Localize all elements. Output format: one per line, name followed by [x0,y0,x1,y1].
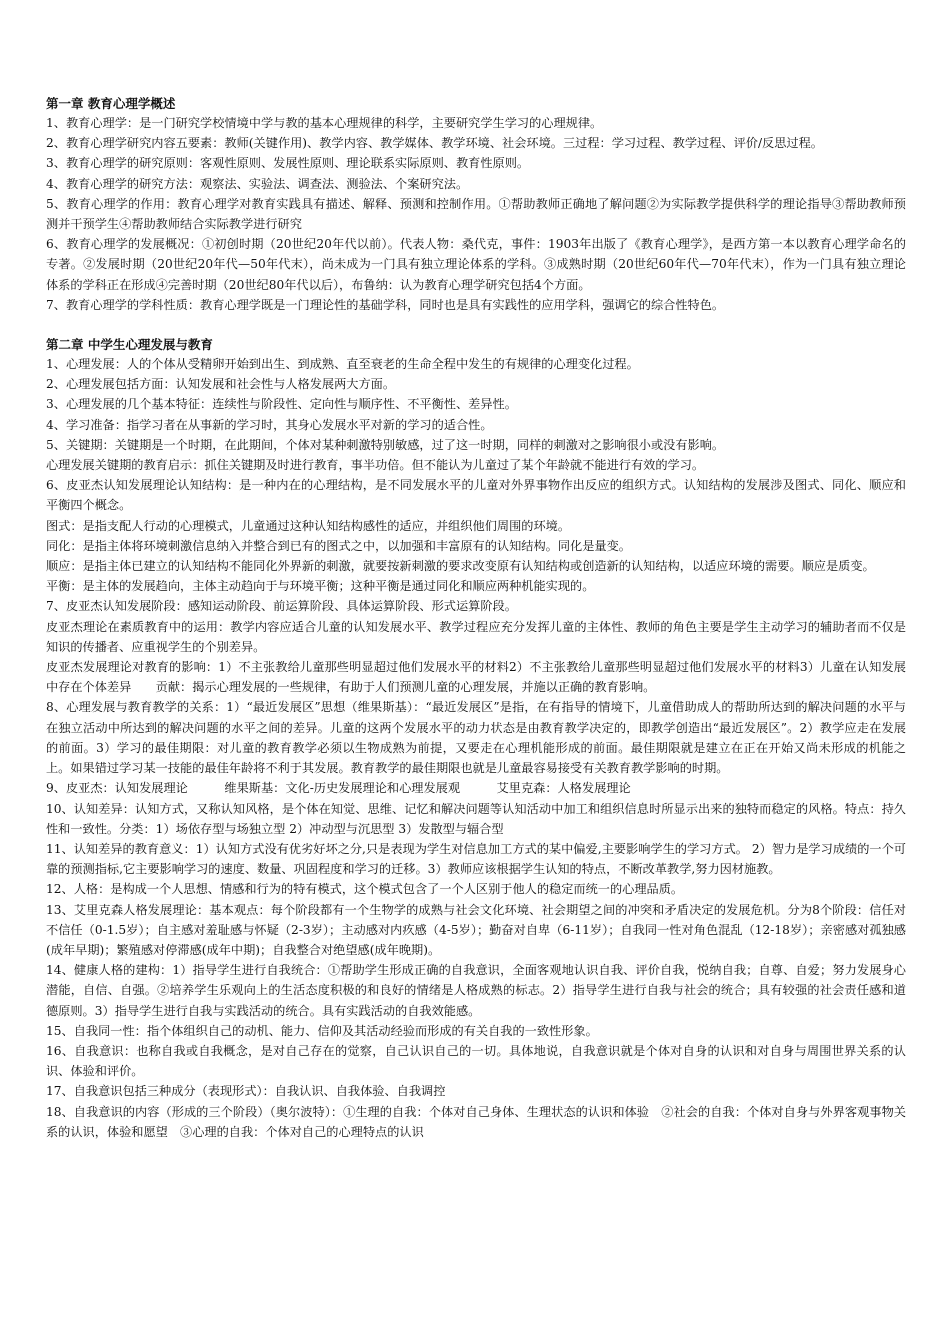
paragraph: 8、心理发展与教育教学的关系：1）“最近发展区”思想（维果斯基）：“最近发展区”是指，在有指导的情境下，儿童借助成人的帮助所达到的解决问题的水平与在独立活动中所达到的解决问题的水平之间的差异。儿童的这两个发展水平的动力状态是由教育教学决定的，即教学创造出“最近发展区”。2）教学应走在发展的前面。3）学习的最佳期限：对儿童的教育教学必须以生物成熟为前提，又要走在心理机能形成的前面。最佳期限就是建立在正在开始又尚未形成的机能之上。如果错过学习某一技能的最佳年龄将不利于其发展。教育教学的最佳期限也就是儿童最容易接受有关教育教学影响的时期。 [46,700,906,776]
paragraph: 16、自我意识：也称自我或自我概念，是对自己存在的觉察，自己认识自己的一切。具体地说，自我意识就是个体对自身的认识和对自身与周围世界关系的认识、体验和评价。 [46,1043,906,1079]
paragraph: 12、人格：是构成一个人思想、情感和行为的特有模式，这个模式包含了一个人区别于他人的稳定而统一的心理品质。 [46,882,684,897]
paragraph: 平衡：是主体的发展趋向，主体主动趋向于与环境平衡；这种平衡是通过同化和顺应两种机能实现的。 [46,579,595,594]
paragraph: 2、教育心理学研究内容五要素：教师(关键作用)、教学内容、教学媒体、教学环境、社会环境。三过程：学习过程、教学过程、评价/反思过程。 [46,136,823,151]
paragraph: 11、认知差异的教育意义：1）认知方式没有优劣好坏之分,只是表现为学生对信息加工方式的某中偏爱,主要影响学生的学习方式。 2）智力是学习成绩的一个可靠的预测指标,它主要影响学习的速度、数量、巩固程度和学习的迁移。3）教师应该根据学生认知的特点，不断改革教学,努力因材施教。 [46,841,906,877]
paragraph: 同化：是指主体将环境刺激信息纳入并整合到已有的图式之中，以加强和丰富原有的认知结构。同化是量变。 [46,538,631,553]
paragraph: 3、教育心理学的研究原则：客观性原则、发展性原则、理论联系实际原则、教育性原则。 [46,156,530,171]
paragraph: 17、自我意识包括三种成分（表现形式）：自我认识、自我体验、自我调控 [46,1084,446,1099]
paragraph: 心理发展关键期的教育启示：抓住关键期及时进行教育，事半功倍。但不能认为儿童过了某个年龄就不能进行有效的学习。 [46,458,705,473]
paragraph: 13、艾里克森人格发展理论：基本观点：每个阶段都有一个生物学的成熟与社会文化环境、社会期望之间的冲突和矛盾决定的发展危机。分为8个阶段：信任对不信任（0-1.5岁）；自主感对羞耻感与怀疑（2-3岁）；主动感对内疚感（4-5岁）；勤奋对自卑（6-11岁）；自我同一性对角色混乱（12-18岁）；亲密感对孤独感(成年早期)；繁殖感对停滞感(成年中期)；自我整合对绝望感(成年晚期)。 [46,902,906,957]
document-page [46,94,906,1162]
paragraph: 9、皮亚杰：认知发展理论 维果斯基：文化-历史发展理论和心理发展观 艾里克森：人格发展理论 [46,781,631,796]
paragraph: 7、教育心理学的学科性质：教育心理学既是一门理论性的基础学科，同时也是具有实践性的应用学科，强调它的综合性特色。 [46,297,725,312]
paragraph: 7、皮亚杰认知发展阶段：感知运动阶段、前运算阶段、具体运算阶段、形式运算阶段。 [46,599,517,614]
paragraph: 4、学习准备：指学习者在从事新的学习时，其身心发展水平对新的学习的适合性。 [46,417,493,432]
paragraph: 1、教育心理学：是一门研究学校情境中学与教的基本心理规律的科学，主要研究学生学习的心理规律。 [46,116,603,130]
paragraph: 2、心理发展包括方面：认知发展和社会性与人格发展两大方面。 [46,377,396,392]
paragraph: 6、皮亚杰认知发展理论认知结构：是一种内在的心理结构，是不同发展水平的儿童对外界事物作出反应的组织方式。认知结构的发展涉及图式、同化、顺应和平衡四个概念。 [46,478,906,513]
paragraph: 10、认知差异：认知方式，又称认知风格，是个体在知觉、思维、记忆和解决问题等认知活动中加工和组织信息时所显示出来的独特而稳定的风格。特点：持久性和一致性。分类：1）场依存型与场独立型 2）冲动型与沉思型 3）发散型与辐合型 [46,801,906,836]
paragraph: 15、自我同一性：指个体组织自己的动机、能力、信仰及其活动经验而形成的有关自我的一致性形象。 [46,1023,598,1038]
paragraph: 14、健康人格的建构：1）指导学生进行自我统合：①帮助学生形成正确的自我意识，全面客观地认识自我、评价自我，悦纳自我；自尊、自爱；努力发展身心潜能，自信、自强。②培养学生乐观向上的生活态度积极的和良好的情绪是人格成熟的标志。2）指导学生进行自我与社会的统合；具有较强的社会责任感和道德原则。3）指导学生进行自我与实践活动的统合。具有实践活动的自我效能感。 [46,963,906,1018]
paragraph: 18、自我意识的内容（形成的三个阶段）（奥尔波特）：①生理的自我：个体对自己身体、生理状态的认识和体验 ②社会的自我：个体对自身与外界客观事物关系的认识，体验和愿望 ③心理的自我：个体对自己的心理特点的认识 [46,1104,906,1139]
paragraph: 5、关键期：关键期是一个时期，在此期间，个体对某种刺激特别敏感，过了这一时期，同样的刺激对之影响很小或没有影响。 [46,437,725,452]
paragraph: 图式：是指支配人行动的心理模式，儿童通过这种认知结构感性的适应，并组织他们周围的环境。 [46,518,571,533]
paragraph: 皮亚杰理论在素质教育中的运用：教学内容应适合儿童的认知发展水平、教学过程应充分发挥儿童的主体性、教师的角色主要是学生主动学习的辅助者而不仅是知识的传播者、应重视学生的个别差异。 [46,619,906,654]
paragraph: 1、心理发展：人的个体从受精卵开始到出生、到成熟、直至衰老的生命全程中发生的有规律的心理变化过程。 [46,357,639,372]
chapter-title: 第一章 教育心理学概述 [46,96,176,111]
chapter-2 [46,335,906,1142]
paragraph: 顺应：是指主体已建立的认知结构不能同化外界新的刺激，就要按新刺激的要求改变原有认知结构或创造新的认知结构，以适应环境的需要。顺应是质变。 [46,559,875,574]
chapter-1 [46,94,906,315]
paragraph: 6、教育心理学的发展概况：①初创时期（20世纪20年代以前）。代表人物：桑代克，事件：1903年出版了《教育心理学》，是西方第一本以教育心理学命名的专著。②发展时期（20世纪20年代—50年代末），尚未成为一门具有独立理论体系的学科。③成熟时期（20世纪60年代—70年代末），作为一门具有独立理论体系的学科正在形成④完善时期（20世纪80年代以后），布鲁纳：认为教育心理学研究包括4个方面。 [46,237,906,292]
chapter-title: 第二章 中学生心理发展与教育 [46,337,213,353]
paragraph: 4、教育心理学的研究方法：观察法、实验法、调查法、测验法、个案研究法。 [46,176,469,191]
paragraph: 皮亚杰发展理论对教育的影响：1）不主张教给儿童那些明显超过他们发展水平的材料2）不主张教给儿童那些明显超过他们发展水平的材料3）儿童在认知发展中存在个体差异 贡献：揭示心理发展的一些规律，有助于人们预测儿童的心理发展，并施以正确的教育影响。 [46,660,906,695]
paragraph: 3、心理发展的几个基本特征：连续性与阶段性、定向性与顺序性、不平衡性、差异性。 [46,397,517,412]
paragraph: 5、教育心理学的作用：教育心理学对教育实践具有描述、解释、预测和控制作用。①帮助教师正确地了解问题②为实际教学提供科学的理论指导③帮助教师预测并干预学生④帮助教师结合实际教学进行研究 [46,196,906,232]
